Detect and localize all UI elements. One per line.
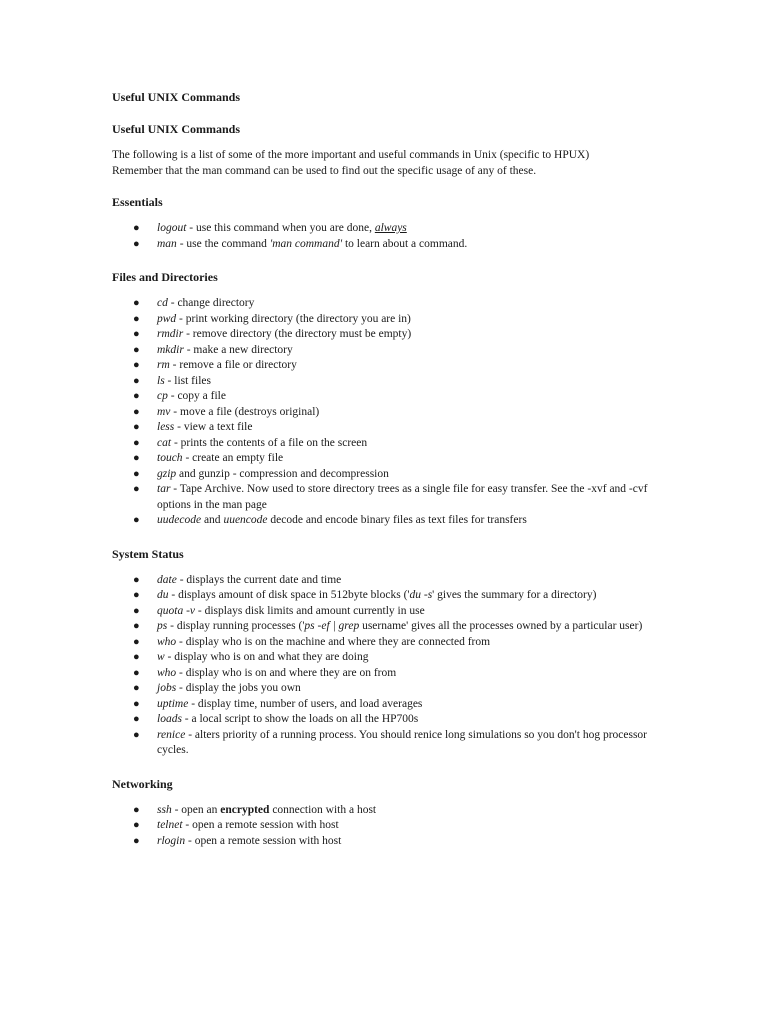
command-name: pwd [157,312,177,325]
list-item [112,327,652,343]
bullet-icon: ● [133,483,140,495]
bullet-icon: ● [133,452,140,464]
command-description: decode and encode binary files as text files for transfers [267,514,527,526]
bullet-icon: ● [133,343,140,356]
command-description: - display who is on and where they are on from [176,666,397,679]
bullet-icon: ● [133,682,140,694]
command-name: logout [157,222,187,234]
command-name: ps [157,620,168,632]
bullet-icon: ● [133,620,140,632]
command-description: - display running processes (' [167,620,305,632]
bullet-icon: ● [133,589,140,601]
command-name: touch [157,452,183,464]
command-description: - change directory [167,297,255,309]
command-description-tail: connection with a host [269,803,377,816]
command-connector: and [201,514,224,526]
bullet-icon: ● [133,713,140,725]
list-item [112,681,652,697]
command-description: - display who is on and what they are doing [164,651,369,663]
bullet-icon: ● [133,666,140,679]
bullet-icon: ● [133,374,140,387]
list-item [112,513,652,529]
command-name: cp [157,390,168,402]
bullet-icon: ● [133,819,140,831]
intro-line-2: Remember that the man command can be used to find out the specific usage of any of these. [112,165,537,177]
list-item [112,358,652,374]
command-description: - Tape Archive. Now used to store directory trees as a single file for easy transfer. See the -xvf and -cvf options in the man page [157,483,648,511]
command-emphasis: encrypted [220,803,270,816]
bullet-icon: ● [133,651,140,663]
command-description: - remove directory (the directory must be empty) [183,328,412,340]
command-emphasis: ps -ef | grep [304,620,360,632]
command-description: - displays the current date and time [176,573,342,586]
essentials-list [112,221,652,252]
command-name: loads [157,713,182,725]
command-name: less [157,421,175,433]
intro-paragraph [112,147,652,179]
list-item [112,482,652,513]
list-item [112,588,652,604]
bullet-icon: ● [133,573,140,586]
emphasis-link: always [374,222,407,234]
command-description-tail: to learn about a command. [342,237,468,250]
networking-list [112,803,652,850]
command-name: date [157,573,177,586]
bullet-icon: ● [133,312,140,325]
command-description: - remove a file or directory [169,359,297,371]
bullet-icon: ● [133,834,140,847]
command-name: man [157,237,177,250]
bullet-icon: ● [133,405,140,418]
list-item [112,420,652,436]
command-description: - print working directory (the directory you are in) [176,312,411,325]
list-item [112,619,652,635]
command-name: cd [157,297,168,309]
list-item [112,834,652,850]
bullet-icon: ● [133,328,140,340]
list-item [112,296,652,312]
command-description: - create an empty file [182,452,284,464]
command-name-2: uuencode [223,514,268,526]
command-name: rlogin [157,834,186,847]
bullet-icon: ● [133,635,140,648]
list-item [112,697,652,713]
list-item [112,604,652,620]
section-heading-essentials: Essentials [112,195,163,209]
list-item [112,635,652,651]
command-description: - view a text file [174,421,253,433]
command-name: uudecode [157,514,202,526]
command-description: - open a remote session with host [182,819,339,831]
list-item [112,573,652,589]
command-description: - display who is on the machine and where they are connected from [176,635,491,648]
list-item [112,405,652,421]
list-item [112,389,652,405]
command-name: ls [157,374,165,387]
command-description: - displays disk limits and amount currently in use [195,604,425,617]
bullet-icon: ● [133,728,140,741]
command-description: - open a remote session with host [185,834,342,847]
command-name: tar [157,483,171,495]
command-description: - move a file (destroys original) [170,405,320,418]
command-description: - use this command when you are done, [186,222,375,234]
command-name: ssh [157,803,172,816]
command-emphasis: du -s [409,589,433,601]
bullet-icon: ● [133,390,140,402]
command-name: mv [157,405,171,418]
command-name: w [157,651,165,663]
files-list [112,296,652,529]
command-description: - use the command [176,237,270,250]
command-description: - display time, number of users, and load averages [188,697,423,710]
command-name: who [157,666,177,679]
document-title-small: Useful UNIX Commands [112,90,241,104]
command-description: - display the jobs you own [176,682,301,694]
list-item [112,803,652,819]
command-description-tail: ' gives the summary for a directory) [432,589,597,601]
list-item [112,374,652,390]
command-name: cat [157,436,172,449]
command-description: - copy a file [167,390,226,402]
command-description-tail: username' gives all the processes owned by a particular user) [359,620,643,632]
list-item [112,728,652,759]
command-description: - a local script to show the loads on all the HP700s [181,713,419,725]
bullet-icon: ● [133,514,140,526]
page-title: Useful UNIX Commands [112,122,241,136]
section-heading-status: System Status [112,546,184,561]
command-name: mkdir [157,343,184,356]
command-name: telnet [157,819,183,831]
list-item [112,312,652,328]
status-list [112,573,652,759]
list-item [112,712,652,728]
command-name: gzip [157,467,177,480]
command-description: - make a new directory [183,343,293,356]
bullet-icon: ● [133,222,140,234]
command-description: - open an [171,803,221,816]
document-page [112,90,652,867]
command-emphasis: 'man command' [269,237,343,250]
bullet-icon: ● [133,297,140,309]
command-name: jobs [157,682,177,694]
bullet-icon: ● [133,421,140,433]
section-heading-networking: Networking [112,776,173,791]
bullet-icon: ● [133,237,140,250]
command-name: renice [157,728,186,741]
list-item [112,343,652,359]
command-name: who [157,635,177,648]
command-name: rm [157,359,170,371]
command-description: - alters priority of a running process. You should renice long simulations so you don't hog processor cycles. [157,728,648,756]
command-description: - displays amount of disk space in 512byte blocks (' [168,589,410,601]
bullet-icon: ● [133,604,140,617]
bullet-icon: ● [133,359,140,371]
section-heading-files: Files and Directories [112,270,218,284]
bullet-icon: ● [133,467,140,480]
command-description: - prints the contents of a file on the screen [171,436,368,449]
list-item [112,436,652,452]
list-item [112,650,652,666]
command-name: quota -v [157,604,196,617]
bullet-icon: ● [133,436,140,449]
list-item [112,467,652,483]
list-item [112,221,652,237]
command-name: uptime [157,697,189,710]
command-name: du [157,589,169,601]
command-description: - list files [164,374,211,387]
command-name: rmdir [157,328,184,340]
list-item [112,451,652,467]
command-description: and gunzip - compression and decompression [176,467,389,480]
intro-line-1: The following is a list of some of the more important and useful commands in Unix (specific to HPUX) [112,149,590,161]
bullet-icon: ● [133,803,140,816]
list-item [112,818,652,834]
list-item [112,237,652,253]
list-item [112,666,652,682]
bullet-icon: ● [133,697,140,710]
